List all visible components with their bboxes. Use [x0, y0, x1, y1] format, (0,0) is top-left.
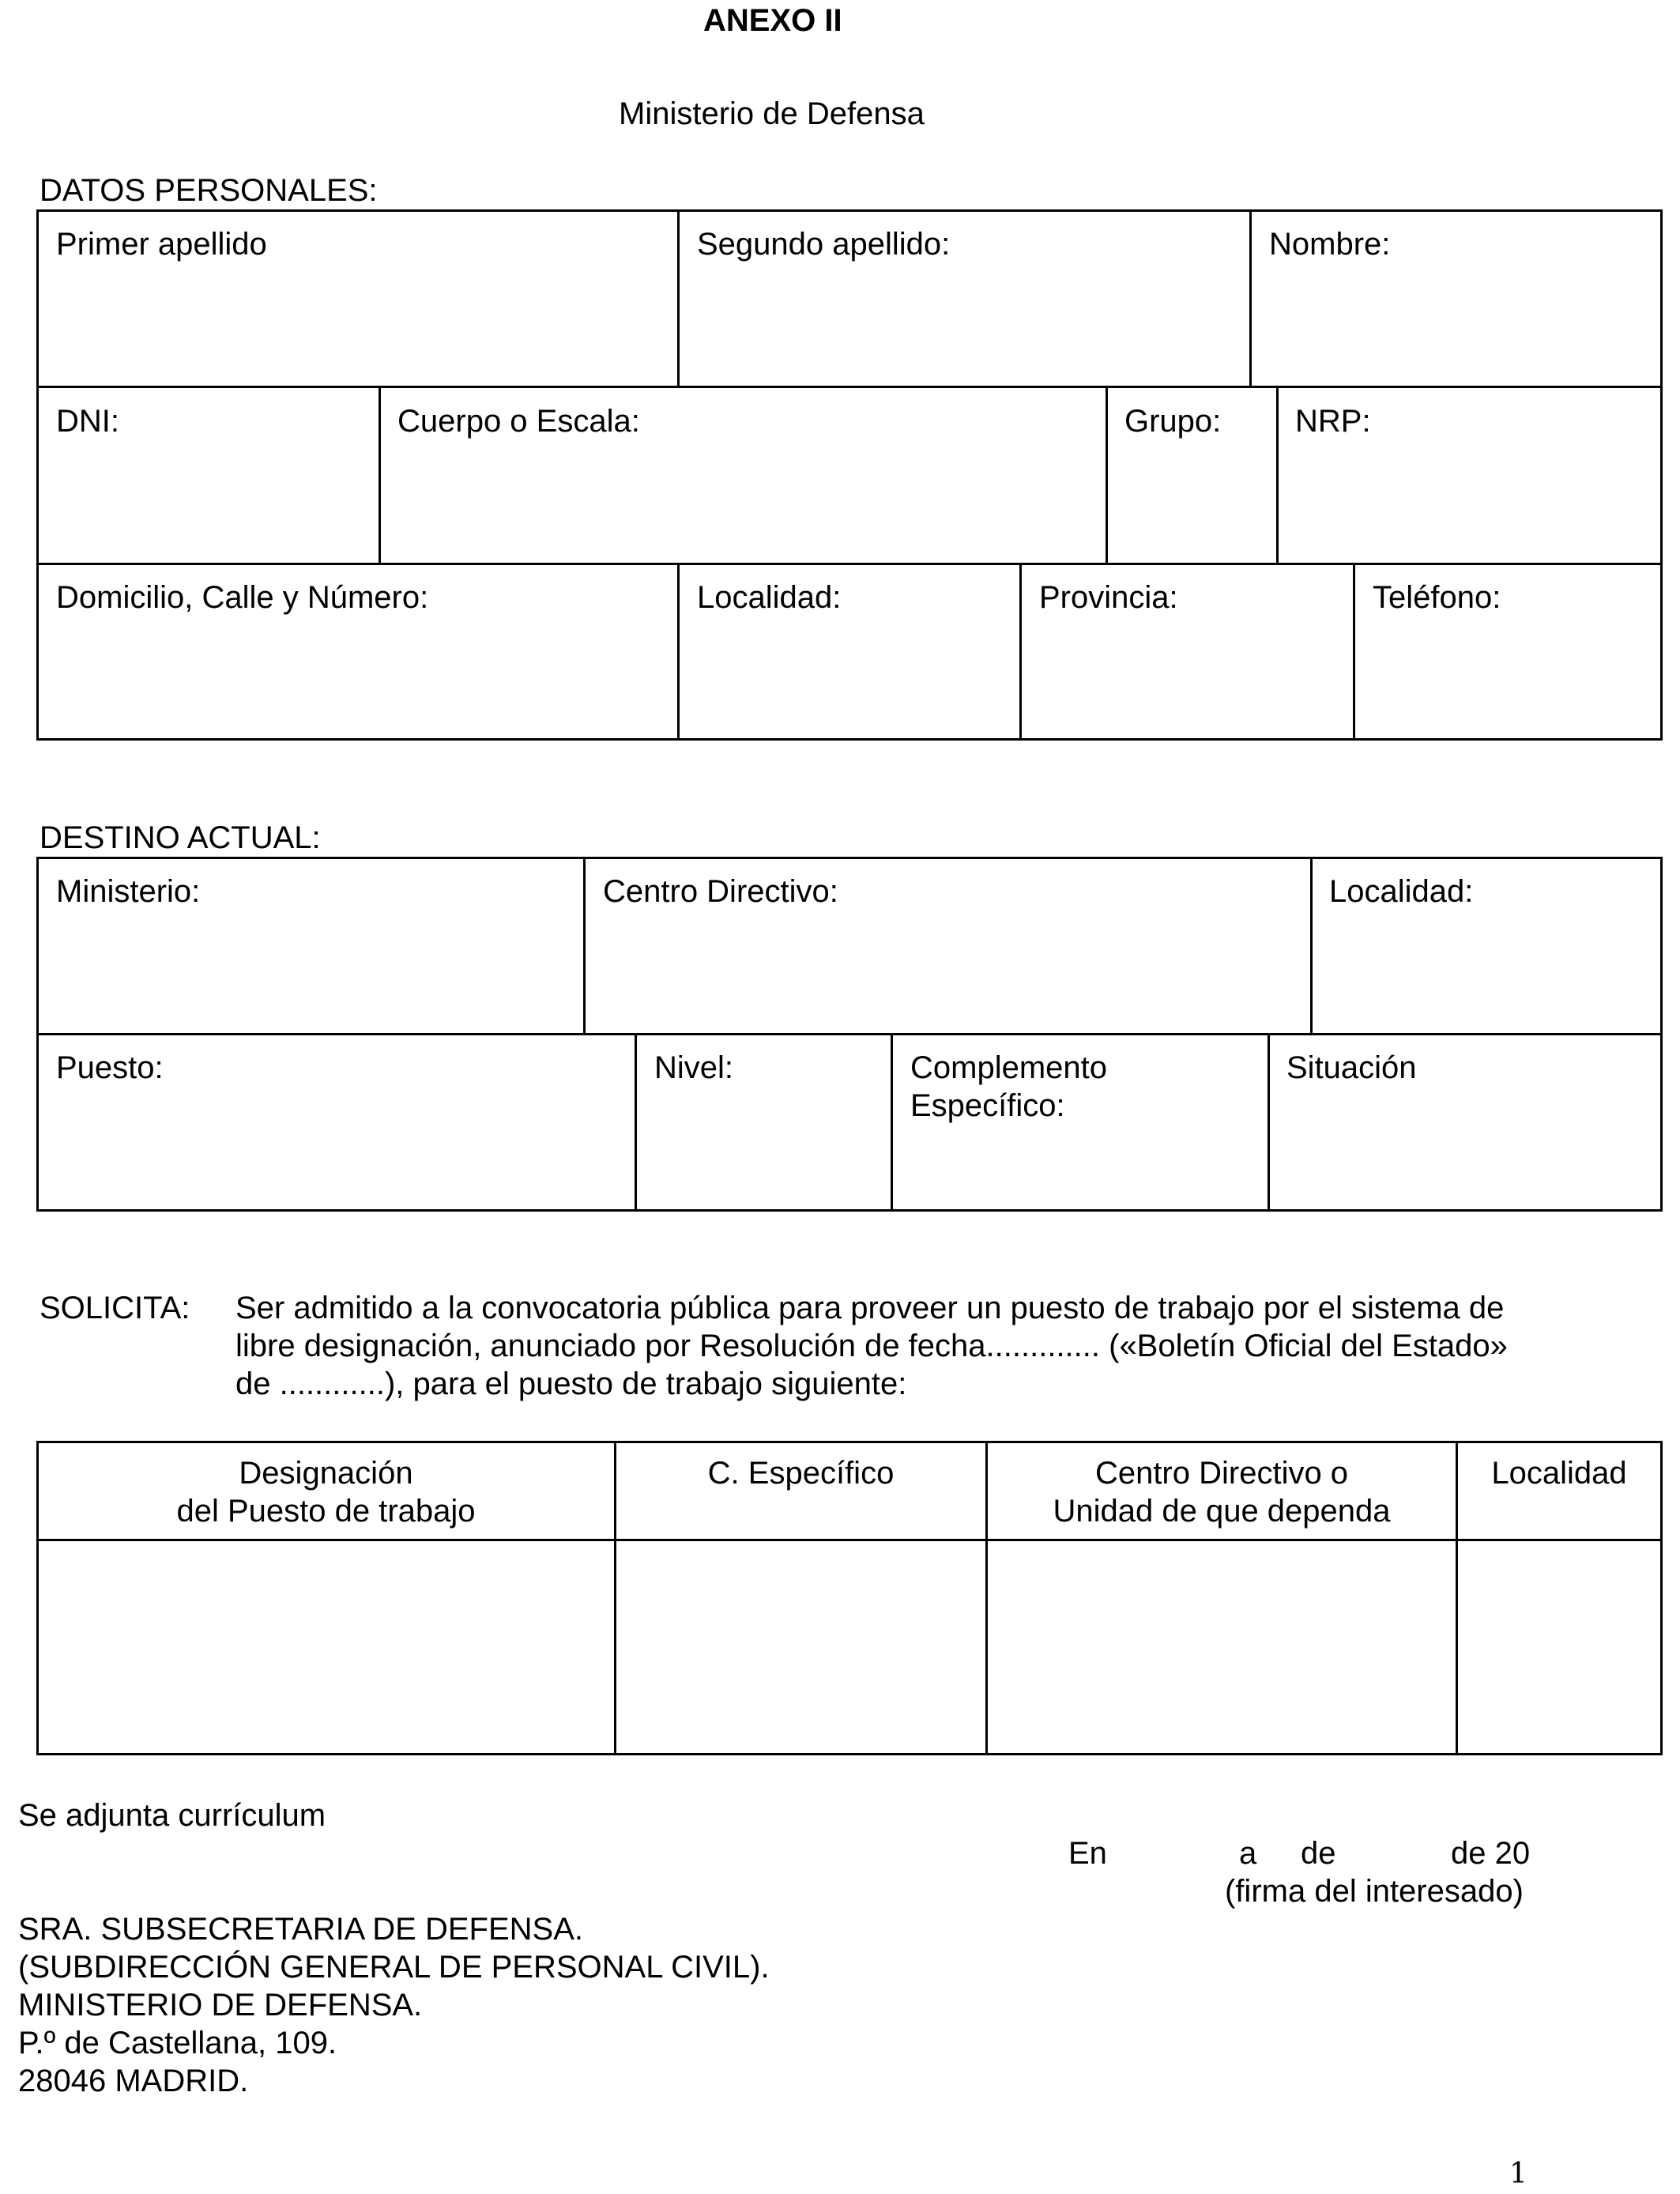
- current-post-table-divider: [583, 857, 586, 1035]
- date-month-prefix: de: [1301, 1836, 1336, 1871]
- field-nivel[interactable]: Nivel:: [654, 1050, 734, 1085]
- personal-table-divider: [1276, 386, 1279, 564]
- solicita-text-line1: Ser admitido a la convocatoria pública para proveer un puesto de trabajo por el sistema de: [235, 1291, 1505, 1325]
- date-place-prefix: En: [1068, 1836, 1107, 1871]
- field-localidad[interactable]: Localidad:: [697, 580, 842, 615]
- personal-table-divider: [379, 386, 381, 564]
- personal-data-table: [36, 209, 1663, 741]
- current-post-table-divider: [635, 1033, 637, 1212]
- field-situacion[interactable]: Situación: [1286, 1050, 1417, 1085]
- current-post-table-divider: [36, 1033, 1663, 1035]
- personal-table-divider: [1353, 563, 1355, 741]
- input-c-especifico[interactable]: [617, 1542, 985, 1754]
- personal-table-divider: [36, 563, 1663, 565]
- field-grupo[interactable]: Grupo:: [1124, 404, 1222, 439]
- input-designacion[interactable]: [40, 1542, 613, 1754]
- field-primer-apellido[interactable]: Primer apellido: [56, 227, 267, 262]
- personal-table-divider: [677, 209, 680, 386]
- field-dni[interactable]: DNI:: [56, 404, 119, 439]
- page-number: 1: [1509, 2158, 1527, 2190]
- ministry-heading: Ministerio de Defensa: [619, 96, 925, 131]
- field-telefono[interactable]: Teléfono:: [1373, 580, 1501, 615]
- field-segundo-apellido[interactable]: Segundo apellido:: [697, 227, 951, 262]
- column-header-designacion: Designación del Puesto de trabajo: [176, 1456, 476, 1529]
- column-header-localidad: Localidad: [1491, 1456, 1627, 1491]
- personal-data-section-label: DATOS PERSONALES:: [40, 173, 378, 208]
- field-ministerio[interactable]: Ministerio:: [56, 874, 201, 909]
- current-post-table-divider: [1268, 1033, 1270, 1212]
- personal-table-divider: [1019, 563, 1022, 741]
- personal-table-divider: [36, 386, 1663, 388]
- signature-caption: (firma del interesado): [1225, 1874, 1524, 1909]
- column-header-c-especifico: C. Específico: [707, 1456, 895, 1491]
- solicita-text-line3: de ............), para el puesto de trabajo siguiente:: [235, 1367, 907, 1401]
- address-line: MINISTERIO DE DEFENSA.: [18, 1988, 423, 2022]
- personal-table-divider: [1106, 386, 1108, 564]
- address-line: 28046 MADRID.: [18, 2064, 249, 2098]
- personal-table-divider: [677, 563, 680, 741]
- solicita-label: SOLICITA:: [40, 1291, 190, 1325]
- requested-post-table-divider: [36, 1539, 1663, 1541]
- input-localidad[interactable]: [1459, 1542, 1661, 1754]
- field-cuerpo-escala[interactable]: Cuerpo o Escala:: [397, 404, 640, 439]
- field-centro-directivo[interactable]: Centro Directivo:: [603, 874, 838, 909]
- field-provincia[interactable]: Provincia:: [1039, 580, 1178, 615]
- field-nrp[interactable]: NRP:: [1295, 404, 1371, 439]
- field-localidad-destino[interactable]: Localidad:: [1329, 874, 1474, 909]
- solicita-text-line2: libre designación, anunciado por Resolución de fecha............. («Boletín Oficial del Estado»: [235, 1329, 1508, 1363]
- current-post-section-label: DESTINO ACTUAL:: [40, 820, 321, 855]
- input-centro-directivo[interactable]: [989, 1542, 1455, 1754]
- field-puesto[interactable]: Puesto:: [56, 1050, 164, 1085]
- field-complemento-especifico[interactable]: Complemento Específico:: [910, 1050, 1108, 1123]
- document-title: ANEXO II: [703, 3, 842, 38]
- address-line: P.º de Castellana, 109.: [18, 2026, 337, 2060]
- current-post-table-divider: [1310, 857, 1313, 1035]
- address-line: (SUBDIRECCIÓN GENERAL DE PERSONAL CIVIL).: [18, 1950, 770, 1985]
- field-domicilio[interactable]: Domicilio, Calle y Número:: [56, 580, 429, 615]
- current-post-table-divider: [891, 1033, 893, 1212]
- personal-table-divider: [1249, 209, 1252, 386]
- date-day-prefix: a: [1239, 1836, 1257, 1871]
- column-header-centro-directivo: Centro Directivo o Unidad de que dependa: [1053, 1456, 1391, 1529]
- curriculum-attached-note: Se adjunta currículum: [18, 1798, 326, 1833]
- address-line: SRA. SUBSECRETARIA DE DEFENSA.: [18, 1912, 583, 1947]
- date-year-prefix: de 20: [1451, 1836, 1531, 1871]
- field-nombre[interactable]: Nombre:: [1269, 227, 1391, 262]
